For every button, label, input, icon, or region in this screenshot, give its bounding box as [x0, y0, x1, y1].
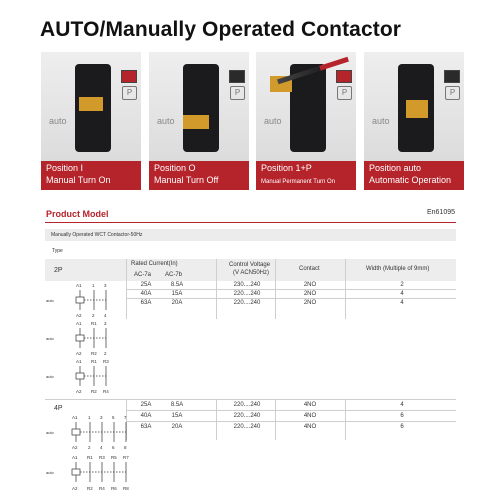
terminal-label: A2	[76, 389, 82, 394]
wiring-diagram-4p-a	[44, 412, 134, 452]
terminal-label: R1	[91, 321, 97, 326]
terminal-label: 3	[104, 321, 107, 326]
cell-voltage: 220....240	[233, 300, 261, 306]
table-caption: Manually Operated WCT Contactor-50Hz	[51, 232, 143, 238]
terminal-label: A2	[76, 351, 82, 356]
position-label	[364, 161, 464, 190]
terminal-label: R8	[123, 486, 129, 491]
terminal-label: R2	[91, 389, 97, 394]
type-4p: 4P	[54, 405, 63, 412]
selector-handle	[79, 97, 103, 111]
selector-handle	[183, 115, 209, 129]
terminal-label: 1	[92, 283, 95, 288]
row-separator	[126, 421, 456, 422]
cell-contact: 4NO	[303, 402, 317, 408]
cell-voltage: 220....240	[233, 413, 261, 419]
cell-ac7a: 63A	[140, 300, 152, 306]
p-marking: P	[230, 86, 245, 100]
terminal-label: A2	[76, 313, 82, 318]
row-separator	[126, 410, 456, 411]
position-label	[256, 161, 356, 190]
header-ac7b: AC-7b	[165, 272, 183, 278]
header-control-voltage-unit: (V ACN50Hz)	[233, 270, 270, 276]
cell-ac7a: 63A	[140, 424, 152, 430]
cell-voltage: 220....240	[233, 402, 261, 408]
auto-text: auto	[46, 374, 54, 379]
column-separator	[275, 400, 276, 440]
cell-contact: 2NO	[303, 291, 317, 297]
terminal-label: R1	[91, 359, 97, 364]
cell-ac7a: 25A	[140, 282, 152, 288]
cell-contact: 4NO	[303, 424, 317, 430]
wiring-diagram-2p-b	[44, 318, 114, 358]
cell-ac7b: 8.5A	[170, 402, 184, 408]
position-label-line1: Position auto	[369, 163, 422, 173]
position-label-line1: Position O	[154, 163, 196, 173]
auto-text: auto	[46, 336, 54, 341]
auto-text: auto	[46, 298, 54, 303]
operating-positions	[41, 52, 464, 190]
row-separator	[126, 298, 456, 299]
auto-marking: auto	[49, 116, 67, 126]
status-window	[229, 70, 245, 83]
terminal-label: A2	[72, 486, 78, 491]
cell-voltage: 220....240	[233, 424, 261, 430]
cell-width: 4	[400, 291, 404, 297]
terminal-label: R4	[99, 486, 105, 491]
terminal-label: 2	[88, 445, 91, 450]
auto-marking: auto	[372, 116, 390, 126]
status-window	[336, 70, 352, 83]
cell-contact: 2NO	[303, 300, 317, 306]
row-separator	[126, 289, 456, 290]
status-window	[444, 70, 460, 83]
header-width: Width (Multiple of 9mm)	[366, 266, 430, 272]
cell-voltage: 220....240	[233, 291, 261, 297]
terminal-label: R6	[111, 486, 117, 491]
position-label	[41, 161, 141, 190]
cell-ac7a: 40A	[140, 413, 152, 419]
terminal-label: R7	[123, 455, 129, 460]
section-divider	[45, 222, 456, 223]
cell-width: 4	[400, 300, 404, 306]
cell-ac7b: 20A	[171, 424, 183, 430]
cell-voltage: 230....240	[233, 282, 261, 288]
terminal-label: 8	[124, 445, 127, 450]
type-2p: 2P	[54, 267, 63, 274]
cell-width: 6	[400, 413, 404, 419]
terminal-label: R3	[103, 359, 109, 364]
terminal-label: A1	[72, 455, 78, 460]
section-title: Product Model	[46, 209, 109, 219]
terminal-label: 6	[112, 445, 115, 450]
cell-width: 2	[400, 282, 404, 288]
terminal-label: R3	[99, 455, 105, 460]
position-label-line1: Position 1+P	[261, 163, 312, 173]
photo-position-i	[41, 52, 141, 190]
cell-ac7b: 15A	[171, 413, 183, 419]
column-separator	[216, 400, 217, 440]
cell-ac7b: 20A	[171, 300, 183, 306]
terminal-label: R1	[87, 455, 93, 460]
position-label	[149, 161, 249, 190]
selector-knob	[183, 64, 219, 152]
p-marking: P	[122, 86, 137, 100]
wiring-diagram-2p-a	[44, 280, 114, 320]
terminal-label: 5	[112, 415, 115, 420]
cell-ac7b: 15A	[171, 291, 183, 297]
terminal-label: A1	[76, 359, 82, 364]
selector-handle	[406, 100, 428, 118]
terminal-label: 7	[124, 415, 127, 420]
position-label-line2: Manual Turn On	[46, 175, 111, 185]
wiring-diagram-4p-b	[44, 452, 134, 496]
terminal-label: R5	[111, 455, 117, 460]
wiring-diagram-2p-c	[44, 356, 114, 396]
cell-ac7a: 25A	[140, 402, 152, 408]
terminal-label: 4	[104, 313, 107, 318]
cell-width: 4	[400, 402, 404, 408]
caption-bar	[45, 229, 456, 241]
terminal-label: A2	[72, 445, 78, 450]
terminal-label: R4	[103, 389, 109, 394]
position-label-line1: Position I	[46, 163, 84, 173]
terminal-label: A1	[76, 283, 82, 288]
terminal-label: 2	[92, 313, 95, 318]
auto-marking: auto	[264, 116, 282, 126]
terminal-label: 4	[100, 445, 103, 450]
header-ac7a: AC-7a	[134, 272, 152, 278]
cell-contact: 4NO	[303, 413, 317, 419]
standard-label: En61095	[426, 209, 455, 216]
cell-ac7b: 8.5A	[170, 282, 184, 288]
position-label-line2: Manual Permanent Turn On	[261, 179, 336, 185]
cell-contact: 2NO	[303, 282, 317, 288]
terminal-label: R2	[87, 486, 93, 491]
position-label-line2: Automatic Operation	[369, 175, 452, 185]
header-rated-current: Rated Current(In)	[131, 261, 178, 267]
header-contact: Contact	[299, 266, 320, 272]
terminal-label: 2	[104, 351, 107, 356]
terminal-label: A1	[76, 321, 82, 326]
position-label-line2: Manual Turn Off	[154, 175, 219, 185]
cell-width: 6	[400, 424, 404, 430]
photo-position-o	[149, 52, 249, 190]
auto-text: auto	[46, 430, 54, 435]
photo-position-1p	[256, 52, 356, 190]
terminal-label: R2	[91, 351, 97, 356]
terminal-label: A1	[72, 415, 78, 420]
column-separator	[345, 400, 346, 440]
cell-ac7a: 40A	[140, 291, 152, 297]
auto-text: auto	[46, 470, 54, 475]
page-title: AUTO/Manually Operated Contactor	[40, 18, 402, 41]
p-marking: P	[337, 86, 352, 100]
auto-marking: auto	[157, 116, 175, 126]
status-window	[121, 70, 137, 83]
group-separator	[45, 399, 456, 400]
terminal-label: 3	[104, 283, 107, 288]
p-marking: P	[445, 86, 460, 100]
terminal-label: 1	[88, 415, 91, 420]
header-control-voltage: Control Voltage	[229, 262, 271, 268]
photo-position-auto	[364, 52, 464, 190]
terminal-label: 3	[100, 415, 103, 420]
type-label: Type	[52, 248, 63, 254]
